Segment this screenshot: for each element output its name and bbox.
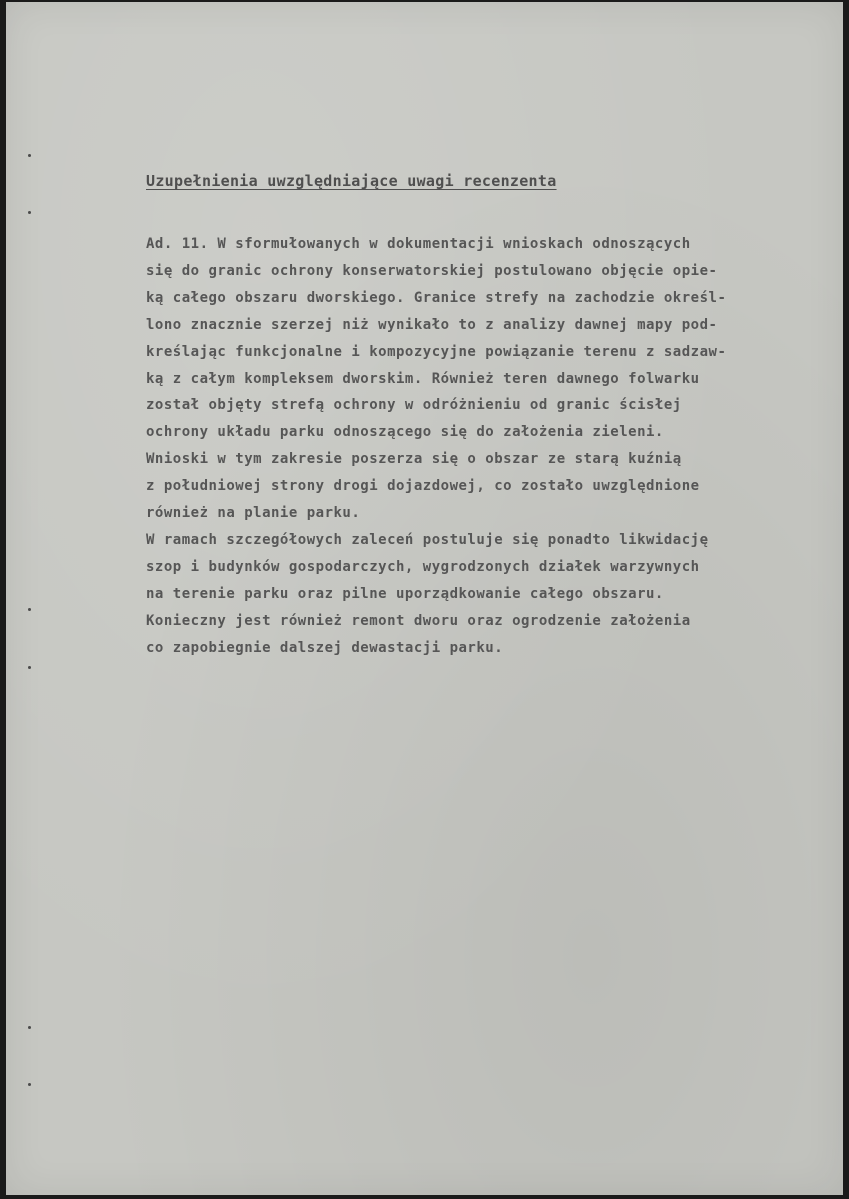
text-line: również na planie parku. <box>146 505 361 522</box>
text-line: Ad. 11. W sformułowanych w dokumentacji wnioskach odnoszących <box>146 236 691 252</box>
text-line: na terenie parku oraz pilne uporządkowanie całego obszaru. <box>146 585 664 602</box>
document-page <box>6 2 843 1195</box>
text-line: kreślając funkcjonalne i kompozycyjne powiązanie terenu z sadzaw- <box>146 343 727 360</box>
punch-hole-mark <box>28 608 31 611</box>
text-line: ką z całym kompleksem dworskim. Również teren dawnego folwarku <box>146 370 700 387</box>
text-line: szop i budynków gospodarczych, wygrodzonych działek warzywnych <box>146 558 700 575</box>
text-line: Konieczny jest również remont dworu oraz ogrodzenie założenia <box>146 612 691 629</box>
text-line: z południowej strony drogi dojazdowej, co zostało uwzględnione <box>146 478 700 495</box>
punch-hole-mark <box>28 1026 31 1029</box>
punch-hole-mark <box>28 211 31 214</box>
punch-hole-mark <box>28 1083 31 1086</box>
punch-hole-mark <box>28 154 31 157</box>
document-body <box>146 231 726 662</box>
text-line: lono znacznie szerzej niż wynikało to z analizy dawnej mapy pod- <box>146 316 718 333</box>
text-line: się do granic ochrony konserwatorskiej postulowano objęcie opie- <box>146 262 718 279</box>
text-line: Wnioski w tym zakresie poszerza się o obszar ze starą kuźnią <box>146 451 682 468</box>
text-line: W ramach szczegółowych zaleceń postuluje się ponadto likwidację <box>146 531 709 548</box>
text-line: ochrony układu parku odnoszącego się do założenia zieleni. <box>146 424 664 441</box>
text-line: co zapobiegnie dalszej dewastacji parku. <box>146 639 504 656</box>
text-line: ką całego obszaru dworskiego. Granice strefy na zachodzie określ- <box>146 289 727 306</box>
punch-hole-mark <box>28 666 31 669</box>
text-line: został objęty strefą ochrony w odróżnieniu od granic ścisłej <box>146 397 682 414</box>
document-title: Uzupełnienia uwzględniające uwagi recenzenta <box>146 172 557 190</box>
